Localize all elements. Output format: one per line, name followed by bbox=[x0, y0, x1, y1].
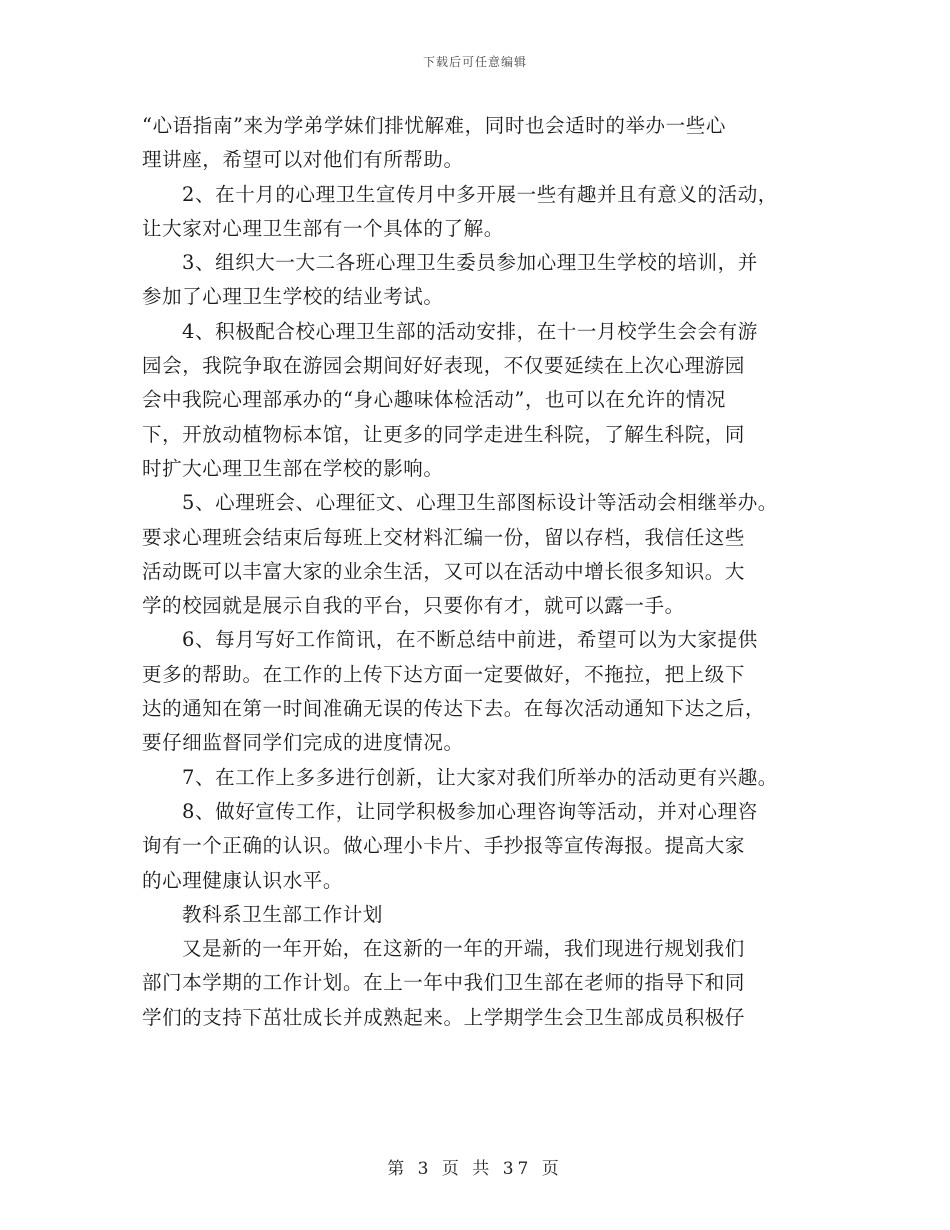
text-line: 又是新的一年开始，在这新的一年的开端，我们现进行规划我们 bbox=[182, 937, 745, 961]
text-line: 5、心理班会、心理征文、心理卫生部图标设计等活动会相继举办。 bbox=[182, 491, 778, 515]
text-line: 会中我院心理部承办的“身心趣味体检活动”，也可以在允许的情况 bbox=[142, 388, 726, 412]
text-line: 园会，我院争取在游园会期间好好表现，不仅要延续在上次心理游园 bbox=[142, 354, 746, 378]
text-line: 学的校园就是展示自我的平台，只要你有才，就可以露一手。 bbox=[142, 594, 685, 618]
text-line: 要求心理班会结束后每班上交材料汇编一份，留以存档，我信任这些 bbox=[142, 525, 746, 549]
page-number-footer: 第 3 页 共 37 页 bbox=[387, 1159, 563, 1179]
text-line: 让大家对心理卫生部有一个具体的了解。 bbox=[142, 216, 504, 240]
page-header: 下载后可任意编辑 bbox=[422, 55, 527, 69]
text-line: 6、每月写好工作简讯，在不断总结中前进，希望可以为大家提供 bbox=[182, 628, 758, 652]
text-line: 理讲座，希望可以对他们有所帮助。 bbox=[142, 148, 464, 172]
text-line: 学们的支持下茁壮成长并成熟起来。上学期学生会卫生部成员积极仔 bbox=[142, 1005, 746, 1029]
text-line: “心语指南”来为学弟学妹们排忧解难，同时也会适时的举办一些心 bbox=[142, 114, 726, 137]
text-line: 7、在工作上多多进行创新，让大家对我们所举办的活动更有兴趣。 bbox=[182, 765, 778, 789]
text-line: 3、组织大一大二各班心理卫生委员参加心理卫生学校的培训，并 bbox=[182, 251, 758, 275]
text-line: 参加了心理卫生学校的结业考试。 bbox=[142, 285, 444, 309]
text-line: 4、积极配合校心理卫生部的活动安排，在十一月校学生会会有游 bbox=[182, 319, 758, 343]
text-line: 2、在十月的心理卫生宣传月中多开展一些有趣并且有意义的活动， bbox=[182, 182, 778, 206]
document-body bbox=[142, 109, 832, 1035]
text-line: 达的通知在第一时间准确无误的传达下去。在每次活动通知下达之后， bbox=[142, 697, 766, 721]
text-line: 询有一个正确的认识。做心理小卡片、手抄报等宣传海报。提高大家 bbox=[142, 834, 746, 858]
text-line: 要仔细监督同学们完成的进度情况。 bbox=[142, 731, 464, 755]
text-line: 活动既可以丰富大家的业余生活，又可以在活动中增长很多知识。大 bbox=[142, 559, 746, 583]
text-line: 下，开放动植物标本馆，让更多的同学走进生科院，了解生科院，同 bbox=[142, 422, 746, 446]
text-line: 的心理健康认识水平。 bbox=[142, 868, 344, 892]
text-line: 8、做好宣传工作，让同学积极参加心理咨询等活动，并对心理咨 bbox=[182, 799, 758, 823]
text-line: 时扩大心理卫生部在学校的影响。 bbox=[142, 456, 444, 480]
text-line: 部门本学期的工作计划。在上一年中我们卫生部在老师的指导下和同 bbox=[142, 971, 746, 995]
section-heading: 教科系卫生部工作计划 bbox=[182, 902, 384, 926]
text-line: 更多的帮助。在工作的上传下达方面一定要做好，不拖拉，把上级下 bbox=[142, 662, 746, 686]
